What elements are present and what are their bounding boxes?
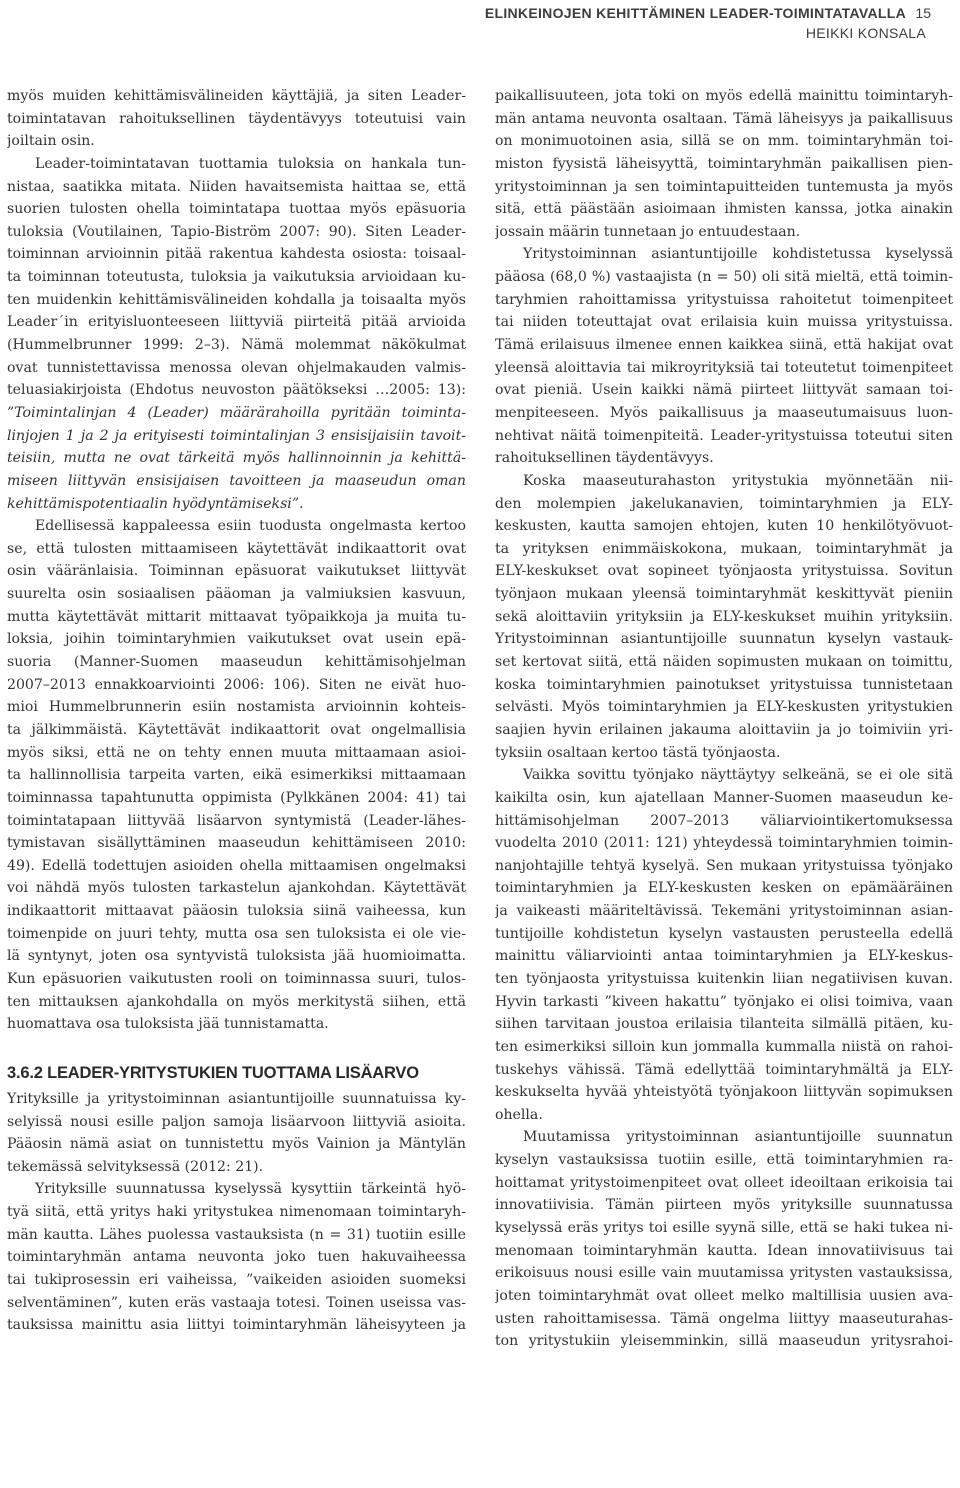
text-line: menpiteeseen. Myös paikallisuus ja maaseutumaisuus luon- [495, 404, 953, 421]
text-line: loksia, joihin toimintaryhmien vaikutukset ovat usein epä- [7, 631, 466, 648]
text-line: voi nähdä myös tulosten tarkastelun ajankohdan. Käytettävät [7, 880, 466, 897]
text-line: tuntijoille kohdistetun kyselyn vastausten perusteella edellä [495, 925, 953, 942]
text-line: ten työnjaosta yritystuissa kuitenkin liian negatiivisen kuvan. [495, 970, 953, 987]
right-column [495, 85, 953, 1353]
text-line: lä syntynyt, joten osa syntyvistä tuloksista jää huomioimatta. [7, 948, 466, 965]
text-line: Yrityksille ja yritystoiminnan asiantuntijoille suunnatuissa ky- [7, 1090, 466, 1107]
text-line: ta toiminnan toteutusta, tuloksia ja vaikutuksia arvioidaan ku- [7, 269, 466, 286]
text-line: Koska maaseuturahaston yritystukia myönnetään nii- [523, 472, 953, 489]
text-line: kyselyn vastauksissa tuotiin esille, että toimintaryhmien ra- [495, 1152, 953, 1169]
text-line: mainittu väliarviointi antaa toimintaryhmien ja ELY-keskus- [495, 948, 953, 965]
running-title: ELINKEINOJEN KEHITTÄMINEN LEADER-TOIMINTATAVALLA [484, 5, 906, 21]
text-line: ta hallinnollisia tarpeita varten, eikä esimerkiksi mittaamaan [7, 767, 466, 784]
text-line: sekä aloittaviin yrityksiin ja ELY-keskukset muihin yrityksiin. [495, 608, 953, 625]
text-line: indikaattorit mittaavat pääosin tuloksia siinä vaiheessa, kun [7, 903, 466, 920]
quote-line: kehittämispotentiaalin hyödyntämiseksi”. [7, 495, 304, 512]
text-line: keskukselta hyvää yhteistyötä työnjakoon liittyvän sopimuksen [495, 1084, 953, 1101]
text-line: tymistavan sisällyttäminen maaseudun kehittämiseen 2010: [7, 835, 466, 852]
text-line: Vaikka sovittu työnjako näyttäytyy selkeänä, se ei ole sitä [523, 767, 953, 784]
quote-line: miseen liittyvän ensisijaisen tavoitteen ja maaseudun oman [7, 472, 466, 489]
text-line: ovat tunnistettavissa menossa olevan ohjelmakauden valmis- [7, 359, 466, 376]
text-line: yleensä aloittavia tai mikroyrityksiä tai toteutetut toimenpiteet [495, 359, 953, 376]
text-line: miston fyysistä läheisyyttä, toimintaryhmän paikallisen pien- [495, 155, 953, 172]
text-line: ten mittauksen ajankohdalla on myös merkitystä siihen, että [7, 993, 466, 1010]
section-heading: 3.6.2 LEADER-YRITYSTUKIEN TUOTTAMA LISÄARVO [7, 1063, 419, 1082]
text-line: toimintaryhmän antama neuvonta joko tuen hakuvaiheessa [7, 1249, 466, 1266]
text-line: paikallisuuteen, jota toki on myös edellä mainittu toimintaryh- [495, 88, 953, 104]
text-line: pääosa (68,0 %) vastaajista (n = 50) oli sitä mieltä, että toimin- [495, 269, 953, 286]
text-line: osin vääränlaisia. Toiminnan epäsuorat vaikutukset liittyvät [7, 563, 466, 580]
text-line: toimintatapaan liittyvää lisäarvon syntymistä (Leader-lähes- [7, 812, 466, 829]
text-line: tuskehys vähissä. Tämä edellyttää toimintaryhmältä ja ELY- [495, 1061, 953, 1078]
text-line: selventäminen”, kuten eräs vastaaja totesi. Toinen useissa vas- [7, 1294, 466, 1311]
page-number: 15 [915, 5, 931, 21]
text-line: joiltain osin. [7, 133, 95, 150]
text-line: ten muidenkin kehittämisvälineiden kohdalla ja toisaalta myös [7, 291, 466, 308]
text-line: jossain määrin tunnetaan jo entuudestaan. [495, 223, 801, 240]
text-line: joten toimintaryhmät ovat olleet melko maltillisia uusien ava- [495, 1287, 953, 1304]
text-line: Muutamissa yritystoiminnan asiantuntijoille suunnatun [523, 1129, 953, 1146]
text-line: suorien tulosten ohella toimintatapa tuottaa myös epäsuoria [7, 201, 466, 218]
text-line: tuloksia (Voutilainen, Tapio-Biström 2007: 90). Siten Leader- [7, 223, 466, 240]
quote-line: teisiin, mutta ne ovat tärkeitä myös hallinnoinnin ja kehittä- [7, 450, 466, 467]
text-line: ton yritystukiin yleisemminkin, sillä maaseudun yritysrahoi- [495, 1333, 953, 1350]
text-line: ovat pieniä. Usein kaikki nämä piirteet liittyvät samaan toi- [495, 382, 953, 399]
text-line: huomattava osa tuloksista jää tunnistamatta. [7, 1016, 329, 1033]
text-line: 2007–2013 ennakkoarviointi 2006: 106). Siten ne eivät huo- [7, 676, 466, 693]
text-line: nehtivat näitä toimenpiteitä. Leader-yritystuissa toteutui siten [495, 427, 953, 444]
text-line: tekemässä selvityksessä (2012: 21). [7, 1158, 264, 1175]
text-line: Yritystoiminnan asiantuntijoille kohdistetussa kyselyssä [523, 246, 953, 263]
text-line: Yrityksille suunnatussa kyselyssä kysyttiin tärkeintä hyö- [35, 1181, 466, 1198]
text-line: suoria (Manner-Suomen maaseudun kehittämisohjelman [7, 654, 466, 671]
text-line: vuodelta 2010 (2011: 121) yhteydessä toimintaryhmien toimin- [495, 835, 953, 852]
text-line: työnjaon mukaan yleensä toimintaryhmät keskittyvät pieniin [495, 586, 953, 603]
text-line: on monimuotoinen asia, sillä se on mm. toimintaryhmän toi- [495, 133, 953, 150]
quote-line: ”Toimintalinjan 4 (Leader) määrärahoilla pyritään toiminta- [7, 404, 466, 421]
text-line: hoittamat yritystoimenpiteet ovat olleet ideoiltaan erikoisia tai [495, 1174, 953, 1191]
text-line: sitä, että päästään asioimaan ihmisten kanssa, jotka ainakin [495, 201, 953, 218]
text-line: selyissä nousi esille paljon samoja lisäarvoon liittyviä asioita. [7, 1113, 466, 1130]
text-line: ta jälkimmäistä. Käytettävät indikaattorit ovat ongelmallisia [7, 721, 466, 738]
text-line: Edellisessä kappaleessa esiin tuodusta ongelmasta kertoo [35, 518, 466, 535]
text-line: tyksiin osaltaan kertoo tästä työnjaosta. [495, 744, 781, 761]
text-line: Yritystoiminnan asiantuntijoille suunnatun kyselyn vastauk- [495, 631, 953, 648]
text-line: Tämä erilaisuus ilmenee ennen kaikkea siinä, että hakijat ovat [495, 337, 953, 354]
text-line: Pääosin nämä asiat on tunnistettu myös Vainion ja Mäntylän [7, 1136, 466, 1153]
text-line: hittämisohjelman 2007–2013 väliarviointikertomuksessa [495, 812, 953, 829]
text-line: menomaan toimintaryhmän kautta. Idean innovatiivisuus tai [495, 1242, 953, 1259]
text-line: ja vaikeasti määriteltävissä. Tekemäni yritystoiminnan asian- [495, 903, 953, 920]
text-line: toimintatavan rahoituksellinen täydentävyys toteutuisi vain [7, 110, 466, 127]
text-line: suurelta osin sosiaalisen pääoman ja valmiuksien kasvuun, [7, 586, 466, 603]
text-line: tauksissa mainittu asia liittyi toimintaryhmän läheisyyteen ja [7, 1317, 466, 1334]
text-line: nistaa, saatikka mitata. Niiden havaitsemista haittaa se, että [7, 178, 466, 195]
text-line: koska toimintaryhmien painotukset yritystuissa tunnistetaan [495, 676, 953, 693]
text-line: ta yrityksen enimmäiskokona, mukaan, toimintaryhmät ja [495, 540, 953, 557]
text-line: usten rahoittamisessa. Tämä ongelma liittyy maaseuturahas- [495, 1310, 953, 1327]
text-line: toiminnassa tapahtunutta oppimista (Pylkkänen 2004: 41) tai [7, 789, 466, 806]
text-line: myös muiden kehittämisvälineiden käyttäjiä, ja siten Leader- [7, 88, 466, 104]
text-line: yritystoiminnan ja sen toimintapuitteiden tuntemusta ja myös [495, 178, 953, 195]
text-line: toimenpide on juuri tehty, mutta osa sen tuloksista ei ole vie- [7, 925, 466, 942]
text-line: Leader´in erityisluonteeseen liittyviä piirteitä pitää arvioida [7, 314, 466, 331]
text-line: erikoisuus nousi esille vain muutamissa yritysten vastauksissa, [495, 1265, 953, 1282]
section-spacer [7, 1036, 466, 1058]
text-line: saajien hyvin erilainen jakauma aloittaviin ja jo toimiviin yri- [495, 721, 953, 738]
text-line: toiminnan arvioinnin pitää rakentua kahdesta osiosta: toisaal- [7, 246, 466, 263]
text-line: Hyvin tarkasti ”kiveen hakattu” työnjako ei olisi toimiva, vaan [495, 993, 953, 1010]
text-line: selvästi. Myös toimintaryhmien ja ELY-keskusten yritystukien [495, 699, 953, 716]
text-line: rahoituksellinen täydentävyys. [495, 450, 714, 467]
text-line: toimintaryhmien ja ELY-keskusten kesken on epämääräinen [495, 880, 953, 897]
text-line: män antama neuvonta osaltaan. Tämä läheisyys ja paikallisuus [495, 110, 953, 127]
text-line: innovatiivisia. Tämän piirteen myös yrityksille suunnatussa [495, 1197, 953, 1214]
text-line: tyä siitä, että yritys haki yritystukea nimenomaan toimintaryh- [7, 1204, 466, 1221]
text-line: keskusten, kautta samojen ehtojen, kuten 10 henkilötyövuot- [495, 518, 953, 535]
text-line: ten esimerkiksi silloin kun jommalla kummalla niistä on rahoi- [495, 1038, 953, 1055]
quote-line: linjojen 1 ja 2 ja erityisesti toimintalinjan 3 ensisijaisiin tavoit- [7, 427, 466, 444]
running-header [0, 0, 960, 44]
running-author: HEIKKI KONSALA [805, 25, 926, 41]
text-line: taryhmien rahoittamissa yritystuissa rahoitetut toimenpiteet [495, 291, 953, 308]
text-line: ohella. [495, 1106, 543, 1123]
text-line: ELY-keskukset ovat sopineet työnjaosta yritystuissa. Sovitun [495, 563, 953, 580]
text-line: siihen tarvitaan joustoa erilaisia tilanteita silmällä pitäen, ku- [495, 1016, 953, 1033]
text-line: män kautta. Lähes puolessa vastauksista (n = 31) tuotiin esille [7, 1226, 466, 1243]
text-line: nanjohtajille tehtyä kyselyä. Sen mukaan yritystuissa työnjako [495, 857, 953, 874]
text-line: mioi Hummelbrunnerin esiin nostamista arvioinnin kohteis- [7, 699, 466, 716]
text-line: Kun epäsuorien vaikutusten rooli on toiminnassa suuri, tulos- [7, 970, 466, 987]
text-line: 49). Edellä todettujen asioiden ohella mittaamisen ongelmaksi [7, 857, 466, 874]
text-line: mutta käytettävät mittarit mittaavat työpaikkoja ja muita tu- [7, 608, 466, 625]
text-line: teluasiakirjoista (Ehdotus neuvoston päätökseksi …2005: 13): [7, 382, 466, 399]
text-line: den molempien jakelukanavien, toimintaryhmien ja ELY- [495, 495, 953, 512]
text-line: kaikilta osin, kun ajatellaan Manner-Suomen maaseudun ke- [495, 789, 953, 806]
text-line: (Hummelbrunner 1999: 2–3). Nämä molemmat näkökulmat [7, 337, 466, 354]
text-line: myös siksi, että ne on tehty ennen muuta mittaamaan asioi- [7, 744, 466, 761]
text-line: se, että tulosten mittaamiseen käytettävät indikaattorit ovat [7, 540, 466, 557]
text-line: tai niiden toteuttajat ovat erilaisia kuin muissa yritystuissa. [495, 314, 953, 331]
left-column [7, 85, 466, 1337]
text-line: kyselyssä eräs yritys toi esille syynä sille, että se haki tukea ni- [495, 1220, 953, 1237]
text-line: Leader-toimintatavan tuottamia tuloksia on hankala tun- [35, 155, 466, 172]
text-line: tai tukiprosessin eri vaiheissa, ”vaikeiden asioiden suomeksi [7, 1272, 466, 1289]
text-line: set kertovat siitä, että näiden sopimusten mukaan on toimittu, [495, 654, 953, 671]
